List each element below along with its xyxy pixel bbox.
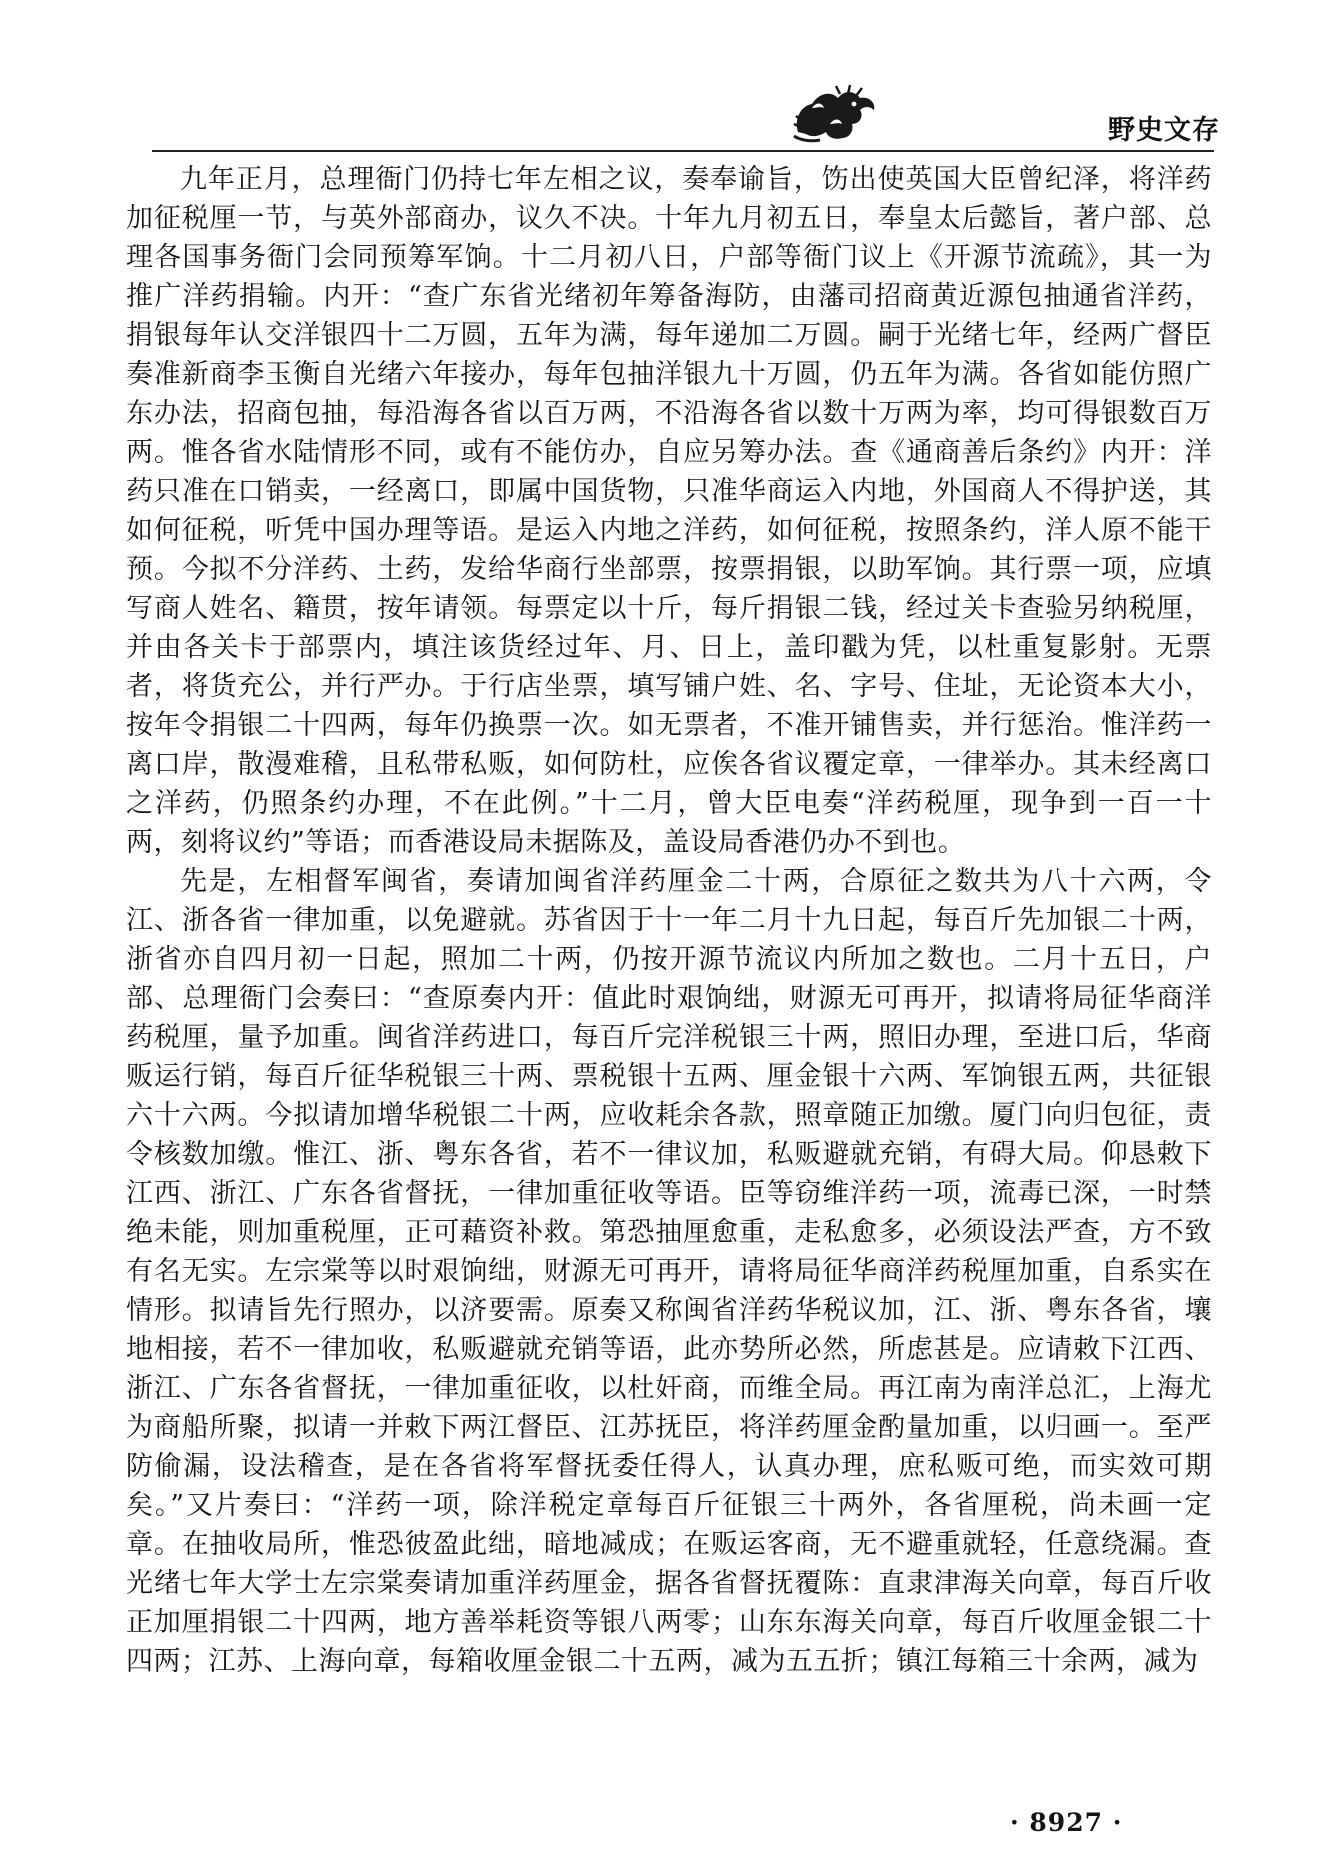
header-title: 野史文存 bbox=[1108, 115, 1220, 146]
header-divider bbox=[152, 150, 1214, 152]
dragon-icon bbox=[790, 84, 882, 144]
paragraph: 九年正月，总理衙门仍持七年左相之议，奏奉谕旨，饬出使英国大臣曾纪泽，将洋药加征税厘一节，与英外部商办，议久不决。十年九月初五日，奉皇太后懿旨，著户部、总理各国事务衙门会同预筹军饷。十二月初八日，户部等衙门议上《开源节流疏》，其一为推广洋药捐输。内开：“查广东省光绪初年筹备海防，由藩司招商黄近源包抽通省洋药，捐银每年认交洋银四十二万圆，五年为满，每年递加二万圆。嗣于光绪七年，经两广督臣奏准新商李玉衡自光绪六年接办，每年包抽洋银九十万圆，仍五年为满。各省如能仿照广东办法，招商包抽，每沿海各省以百万两，不沿海各省以数十万两为率，均可得银数百万两。惟各省水陆情形不同，或有不能仿办，自应另筹办法。查《通商善后条约》内开：洋药只准在口销卖，一经离口，即属中国货物，只准华商运入内地，外国商人不得护送，其如何征税，听凭中国办理等语。是运入内地之洋药，如何征税，按照条约，洋人原不能干预。今拟不分洋药、土药，发给华商行坐部票，按票捐银，以助军饷。其行票一项，应填写商人姓名、籍贯，按年请领。每票定以十斤，每斤捐银二钱，经过关卡查验另纳税厘，并由各关卡于部票内，填注该货经过年、月、日上，盖印戳为凭，以杜重复影射。无票者，将货充公，并行严办。于行店坐票，填写铺户姓、名、字号、住址，无论资本大小，按年令捐银二十四两，每年仍换票一次。如无票者，不准开铺售卖，并行惩治。惟洋药一离口岸，散漫难稽，且私带私贩，如何防杜，应俟各省议覆定章，一律举办。其未经离口之洋药，仍照条约办理，不在此例。”十二月，曾大臣电奏“洋药税厘，现争到一百一十两，刻将议约”等语；而香港设局未据陈及，盖设局香港仍办不到也。 bbox=[126, 164, 1212, 858]
page-number: · 8927 · bbox=[1010, 1808, 1123, 1837]
paragraph: 先是，左相督军闽省，奏请加闽省洋药厘金二十两，合原征之数共为八十六两，令江、浙各省一律加重，以免避就。苏省因于十一年二月十九日起，每百斤先加银二十两，浙省亦自四月初一日起，照加二十两，仍按开源节流议内所加之数也。二月十五日，户部、总理衙门会奏曰：“查原奏内开：值此时艰饷绌，财源无可再开，拟请将局征华商洋药税厘，量予加重。闽省洋药进口，每百斤完洋税银三十两，照旧办理，至进口后，华商贩运行销，每百斤征华税银三十两、票税银十五两、厘金银十六两、军饷银五两，共征银六十六两。今拟请加增华税银二十两，应收耗余各款，照章随正加缴。厦门向归包征，责令核数加缴。惟江、浙、粤东各省，若不一律议加，私贩避就充销，有碍大局。仰恳敕下江西、浙江、广东各省督抚，一律加重征收等语。臣等窃维洋药一项，流毒已深，一时禁绝未能，则加重税厘，正可藉资补救。第恐抽厘愈重，走私愈多，必须设法严查，方不致有名无实。左宗棠等以时艰饷绌，财源无可再开，请将局征华商洋药税厘加重，自系实在情形。拟请旨先行照办，以济要需。原奏又称闽省洋药华税议加，江、浙、粤东各省，壤地相接，若不一律加收，私贩避就充销等语，此亦势所必然，所虑甚是。应请敕下江西、浙江、广东各省督抚，一律加重征收，以杜奸商，而维全局。再江南为南洋总汇，上海尤为商船所聚，拟请一并敕下两江督臣、江苏抚臣，将洋药厘金酌量加重，以归画一。至严防偷漏，设法稽查，是在各省将军督抚委任得人，认真办理，庶私贩可绝，而实效可期矣。”又片奏曰：“洋药一项，除洋税定章每百斤征银三十两外，各省厘税，尚未画一定章。在抽收局所，惟恐彼盈此绌，暗地减成；在贩运客商，无不避重就轻，任意绕漏。查光绪七年大学士左宗棠奏请加重洋药厘金，据各省督抚覆陈：直隶津海关向章，每百斤收正加厘捐银二十四两，地方善举耗资等银八两零；山东东海关向章，每百斤收厘金银二十四两；江苏、上海向章，每箱收厘金银二十五两，减为五五折；镇江每箱三十余两，减为 bbox=[126, 866, 1212, 1677]
page-header bbox=[0, 0, 1322, 160]
article-body bbox=[126, 160, 1212, 1681]
